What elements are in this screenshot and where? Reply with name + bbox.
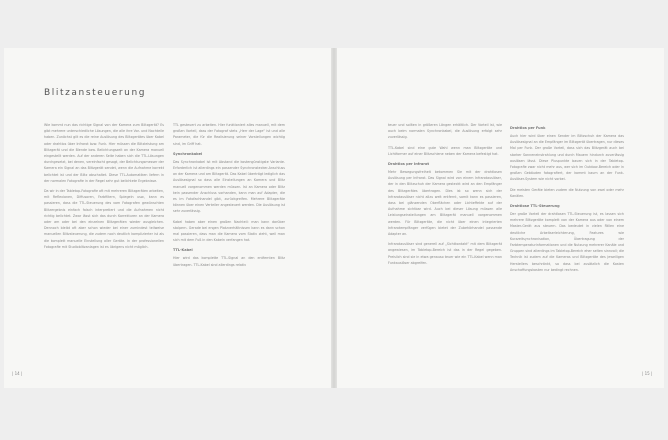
text-column-2: [173, 122, 285, 272]
paragraph: TTL-Kabel sind eine gute Wahl wenn man Blitzgeräte und Lichtformer auf einer Blitzschiene neben der Kamera befestigt hat.: [388, 145, 502, 156]
text-column-3: [388, 122, 502, 270]
paragraph: Das Synchronkabel ist mit Abstand die kostengünstigste Variante. Erforderlich ist allerdings ein passender Synchronstecker-Anschluss an der Kamera und am Blitzgerät. Das Kabel überträgt lediglich das Auslösesignal so dass alle Einstellungen an Kamera und Blitz manuell vorgenommen werden müssen. Ist an Kamera oder Blitz kein passender Anschluss vorhanden, kann man auf Adapter, die es im Fotofachhandel gibt, zurückgreifen. Mehrere Blitzgeräte können über einen Verteiler angesteuert werden. Die Auslösung ist sehr zuverlässig.: [173, 159, 285, 214]
paragraph: Auch hier wird über einen Sender im Blitzschuh der Kamera das Auslösesignal an die Empfänger im Blitzgerät übertragen, nur dieses Mal per Funk. Der große Vorteil, dass sich das Blitzgerät auch bei starker Sonneneinstrahlung und durch Mauern hindurch zuverlässig auslösen lässt. Diese Pluspunkte bauen sich in der Tabletop-Fotografie zwar nicht mehr aus, wer sich im Outdoor-Bereich oder in großen Gebäuden fotografiert, der kommt kaum an der Funk-Auslöser-System wie nicht vorbei.: [510, 134, 624, 182]
paragraph: Infrarotauslöser sind generell auf „Sichtkontakt“ mit dem Blitzgerät angewiesen, im Tabletop-Bereich ist das in der Regel gegeben. Preislich sind sie in etwa genauso teuer wie ein TTL-Kabel wenn man Funkauslöser abgreifen.: [388, 242, 502, 265]
paragraph: TTL gesteuert zu arbeiten. Hier funktioniert alles manuell, mit dem großen Vorteil, dass der Fotograf stets „Herr der Lage“ ist und alle Parameter, die für die Realisierung seiner Vorstellungen wichtig sind, im Griff hat.: [173, 123, 285, 146]
paragraph: teuer und sollten in größeren Längen erhältlich. Der Vorteil ist, wie auch beim normalen Synchronkabel, die Auslösung erfolgt sehr zuverlässig.: [388, 123, 502, 140]
page-title: Blitzansteuerung: [44, 88, 147, 98]
paragraph: Der große Vorteil der drahtlosen TTL-Steuerung ist, es lassen sich mehrere Blitzgeräte komplett von der Kamera aus oder von einem Master-Gerät aus steuern. Das bedeutet in vielen Fällen eine deutliche Arbeitserleichterung, Features wie Kurzzeitsynchronisation, Übertragung der Farbtemperaturinformationen und die Nutzung mehrerer Kanäle und Gruppen sind allerdings im Tabletop-Bereich eher selten sinnvoll; die Technik ist zudem auf die Kameras und Blitzgeräte des jeweiligen Herstellers beschränkt, so dass bei zusätzlich die Kosten Anschaffungskosten nur bedingt rechnen.: [510, 212, 624, 272]
paragraph: Hier wird das komplette TTL-Signal an den entfernten Blitz übertragen. TTL-Kabel sind allerdings relativ: [173, 256, 285, 267]
text-column-4: [510, 122, 624, 277]
section-heading-synchronkabel: Synchronkabel: [173, 151, 203, 156]
paragraph: Kabel haben aber einen großen Nachteil: man kann darüber stolpern. Gerade bei engen Platzverhältnissen kann es dann schon mal passieren, dass man die Kamera vom Stativ zieht, weil man sich mit dem Fuß in den Kabeln verfangen hat.: [173, 219, 285, 243]
paragraph: Mehr Bewegungsfreiheit bekommen Sie mit der drahtlosen Auslösung per Infrarot. Das Signal wird von einem Infrarotauslöser, der in den Blitzschuh der Kamera gesteckt wird an den Empfänger des Blitzgerätes übertragen. Dies ist so wenn sich der Infrarotauslöser nicht allzu weit entfernt, somit kann es passieren, dass bei glänzenden Oberflächen oder Lichteffekte auf der Aufnahme sichtbar wird. Auch bei dieser Lösung müssen alle Leistungseinstellungen am Blitzgerät manuell vorgenommen werden. Für Blitzgeräte, die nicht über einen integrierten Infrarotempfänger verfügen bietet der Zubehörhandel passende Adapter an.: [388, 170, 502, 237]
page-number-right: | 15 |: [642, 371, 653, 376]
text-column-1: [44, 122, 164, 254]
section-heading-ttl-kabel: TTL-Kabel: [173, 248, 193, 253]
paragraph: Die meisten Geräte bieten zudem die Nutzung von zwei oder mehr Kanälen.: [510, 187, 624, 198]
page-number-left: | 14 |: [12, 371, 23, 376]
section-heading-funk: Drahtlos per Funk: [510, 126, 546, 130]
section-heading-ttl-steuerung: Drahtlose TTL-Steuerung: [510, 204, 560, 209]
section-heading-infrarot: Drahtlos per Infrarot: [388, 162, 430, 167]
paragraph: Da wir in der Tabletop-Fotografie oft mit mehreren Blitzgeräten arbeiten, mit Reflexionen, Diffusoren, Farbfiltern, Spiegeln usw., kann es passieren, dass die TTL-Steuerung des vom Fotografen gewünschten Blitzergebnis einfach falsch interpretiert und die Aufnahmen nicht richtig belichtet. Zwar lässt sich das durch Korrekturen an der Kamera oder am oder bei den einzelnen Blitzgeräten wieder ausgleichen. Dennoch bleibt oft aber schon wieder bei einer zumindest teilweise manuellen Blitzsteuerung, die zudem noch deutlich komplizierter ist als die komplett manuelle Einstellung aller Geräte. In der professionellen Fotografie mit Studioblitzanlagen ist es übrigens nicht möglich.: [44, 189, 165, 249]
paragraph: Wie kommt nun das richtige Signal von der Kamera zum Blitzgerät? Es gibt mehrere unterschiedliche Lösungen, die alle ihre Vor- und Nachteile haben. Zunächst gilt es die reine Auslösung des Blitzgerätes über Kabel oder drahtlos über Infrarot bzw. Funk. Hier müssen die Blitzleistung am Blitzgerät und die Blende bzw. Belichtungszeit an der Kamera manuell eingestellt werden. Auf der anderen Seite haben sich die TTL-Lösungen durchgesetzt, bei denen, vereinfacht gesagt, der Belichtungsmesser der Kamera ein Signal an das Blitzgerät sendet, wenn die Aufnahme korrekt belichtet ist und der Blitz abschaltet. Diese TTL-Automatiken liefern in der normalen Fotografie in der Regel sehr gut belichtete Ergebnisse.: [44, 123, 164, 183]
